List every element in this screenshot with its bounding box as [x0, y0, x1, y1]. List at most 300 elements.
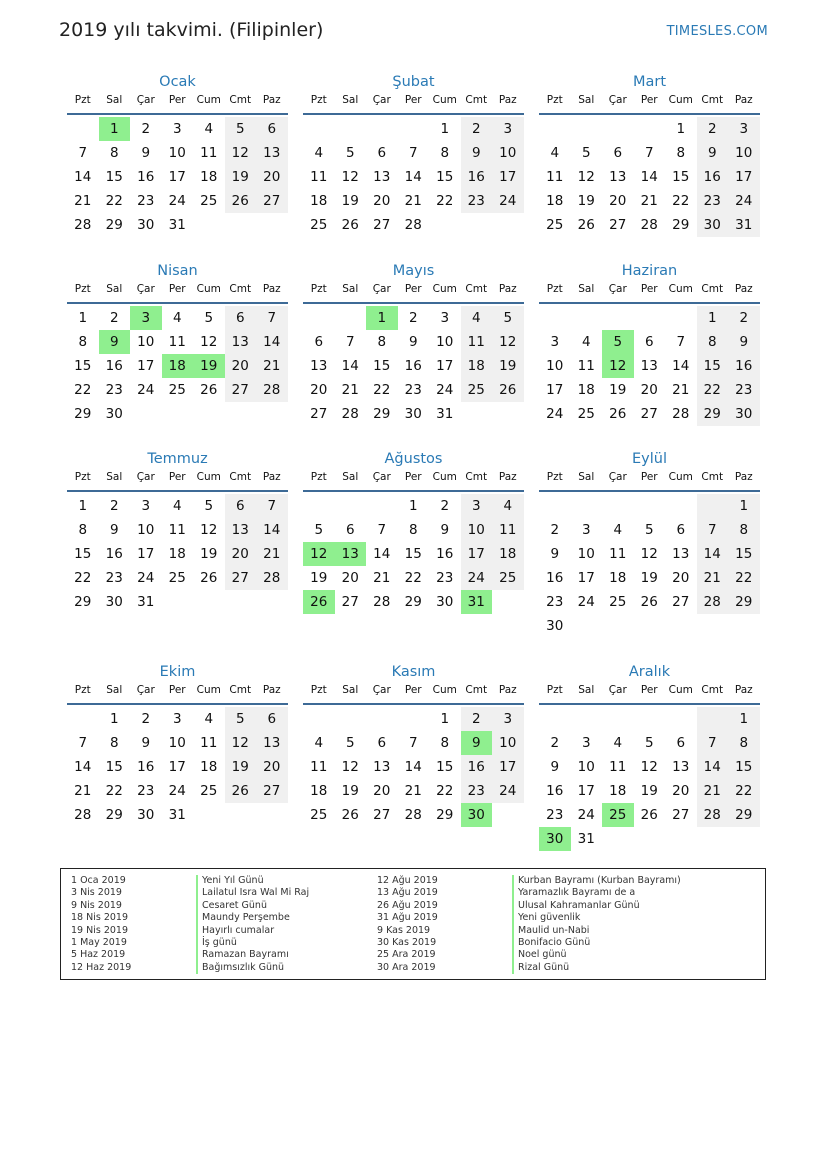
- day-cell: 18: [609, 570, 627, 586]
- day-cell: 7: [697, 731, 729, 755]
- day-cell: 11: [200, 145, 218, 161]
- empty-cell: [193, 213, 225, 237]
- day-cell: 26: [200, 382, 218, 398]
- weekday-header: [303, 282, 524, 304]
- day-cell: 15: [672, 169, 690, 185]
- day-cell: 5: [345, 145, 355, 161]
- day-cell: 12: [225, 141, 257, 165]
- day-cell: 29: [105, 807, 123, 823]
- legend-holiday-name: Ramazan Bayramı: [196, 949, 309, 961]
- day-cell: 26: [492, 378, 524, 402]
- month-name: Aralık: [628, 664, 671, 680]
- empty-cell: [602, 117, 634, 141]
- day-cell: 6: [644, 334, 654, 350]
- day-cell: 23: [105, 382, 123, 398]
- day-cell: 3: [728, 117, 760, 141]
- day-cell: 10: [546, 358, 564, 374]
- day-cell: 12: [602, 354, 634, 378]
- day-cell: 17: [137, 358, 155, 374]
- site-link[interactable]: TIMESLES.COM: [666, 24, 768, 39]
- day-cell: 8: [109, 735, 119, 751]
- day-cell: 4: [204, 711, 214, 727]
- legend-date: 3 Nis 2019: [71, 887, 122, 899]
- day-cell: 27: [640, 406, 658, 422]
- day-cell: 8: [377, 334, 387, 350]
- day-cell: 28: [697, 803, 729, 827]
- empty-cell: [665, 306, 697, 330]
- empty-cell: [665, 614, 697, 638]
- legend-date: 12 Ağu 2019: [377, 875, 438, 886]
- weekday-label: Sal: [578, 283, 595, 295]
- day-cell: 4: [172, 498, 182, 514]
- day-cell: 12: [640, 546, 658, 562]
- day-cell: 21: [74, 783, 92, 799]
- day-cell: 1: [728, 707, 760, 731]
- day-cell: 13: [335, 542, 367, 566]
- day-cell: 3: [492, 117, 524, 141]
- empty-cell: [539, 306, 571, 330]
- day-grid: [539, 707, 760, 851]
- day-cell: 25: [492, 566, 524, 590]
- day-cell: 22: [105, 783, 123, 799]
- day-cell: 28: [640, 217, 658, 233]
- day-cell: 19: [640, 783, 658, 799]
- day-cell: 7: [408, 735, 418, 751]
- day-cell: 3: [172, 711, 182, 727]
- day-cell: 15: [373, 358, 391, 374]
- legend-date: 12 Haz 2019: [71, 961, 132, 973]
- day-cell: 23: [137, 193, 155, 209]
- weekday-label: Cmt: [465, 94, 488, 106]
- day-cell: 15: [436, 759, 454, 775]
- month-3: [539, 71, 760, 237]
- day-cell: 3: [141, 498, 151, 514]
- weekday-label: Cmt: [701, 684, 724, 696]
- day-cell: 9: [461, 731, 493, 755]
- day-cell: 2: [440, 498, 450, 514]
- empty-cell: [162, 590, 194, 614]
- day-cell: 28: [404, 807, 422, 823]
- day-cell: 30: [728, 402, 760, 426]
- day-grid: [67, 306, 288, 426]
- legend-names-left: [196, 875, 309, 974]
- empty-cell: [429, 213, 461, 237]
- legend-holiday-name: Ulusal Kahramanlar Günü: [512, 900, 681, 912]
- day-cell: 19: [225, 165, 257, 189]
- day-cell: 9: [550, 546, 560, 562]
- day-cell: 3: [581, 522, 591, 538]
- day-cell: 8: [78, 334, 88, 350]
- day-cell: 20: [256, 165, 288, 189]
- day-cell: 14: [697, 542, 729, 566]
- empty-cell: [634, 494, 666, 518]
- day-cell: 18: [200, 759, 218, 775]
- day-cell: 28: [74, 807, 92, 823]
- day-cell: 2: [109, 310, 119, 326]
- day-cell: 10: [577, 546, 595, 562]
- day-cell: 12: [303, 542, 335, 566]
- empty-cell: [130, 402, 162, 426]
- day-cell: 12: [200, 522, 218, 538]
- day-cell: 26: [225, 779, 257, 803]
- day-cell: 14: [74, 759, 92, 775]
- day-cell: 23: [436, 570, 454, 586]
- empty-cell: [366, 707, 398, 731]
- legend-names-right: [512, 875, 681, 974]
- weekday-label: Sal: [342, 94, 359, 106]
- day-cell: 24: [577, 594, 595, 610]
- day-grid: [67, 494, 288, 614]
- day-cell: 16: [728, 354, 760, 378]
- month-name: Ekim: [159, 664, 196, 680]
- legend-date: 30 Kas 2019: [377, 936, 437, 948]
- day-cell: 17: [436, 358, 454, 374]
- empty-cell: [67, 117, 99, 141]
- legend-holiday-name: Bonifacio Günü: [512, 937, 681, 949]
- weekday-label: Çar: [608, 684, 627, 696]
- weekday-label: Cmt: [229, 684, 252, 696]
- day-cell: 31: [728, 213, 760, 237]
- day-cell: 31: [436, 406, 454, 422]
- day-cell: 14: [256, 330, 288, 354]
- day-cell: 21: [256, 542, 288, 566]
- day-cell: 19: [225, 755, 257, 779]
- day-cell: 9: [440, 522, 450, 538]
- day-cell: 18: [577, 382, 595, 398]
- weekday-label: Cmt: [229, 283, 252, 295]
- legend-holiday-name: Kurban Bayramı (Kurban Bayramı): [512, 875, 681, 887]
- day-cell: 3: [581, 735, 591, 751]
- day-cell: 11: [310, 759, 328, 775]
- day-cell: 1: [366, 306, 398, 330]
- weekday-label: Cum: [668, 94, 693, 106]
- legend-date: 5 Haz 2019: [71, 949, 126, 961]
- day-cell: 16: [697, 165, 729, 189]
- day-cell: 4: [172, 310, 182, 326]
- empty-cell: [602, 827, 634, 851]
- day-cell: 26: [200, 570, 218, 586]
- month-4: [67, 260, 288, 426]
- weekday-label: Per: [168, 283, 186, 295]
- day-grid: [303, 117, 524, 237]
- day-cell: 29: [74, 406, 92, 422]
- weekday-label: Pzt: [74, 283, 91, 295]
- day-cell: 7: [644, 145, 654, 161]
- day-cell: 1: [697, 306, 729, 330]
- weekday-label: Cum: [432, 94, 457, 106]
- day-cell: 10: [137, 522, 155, 538]
- day-cell: 5: [204, 498, 214, 514]
- day-cell: 8: [408, 522, 418, 538]
- day-cell: 21: [341, 382, 359, 398]
- empty-cell: [571, 707, 603, 731]
- weekday-label: Per: [168, 94, 186, 106]
- empty-cell: [335, 494, 367, 518]
- day-cell: 31: [461, 590, 493, 614]
- weekday-label: Cum: [196, 684, 221, 696]
- day-cell: 17: [137, 546, 155, 562]
- day-cell: 4: [461, 306, 493, 330]
- day-cell: 7: [256, 306, 288, 330]
- empty-cell: [256, 590, 288, 614]
- empty-cell: [461, 213, 493, 237]
- day-cell: 30: [105, 594, 123, 610]
- month-name: Ocak: [159, 74, 196, 90]
- weekday-label: Çar: [372, 94, 391, 106]
- empty-cell: [634, 827, 666, 851]
- weekday-label: Cum: [196, 283, 221, 295]
- day-cell: 4: [492, 494, 524, 518]
- day-cell: 18: [310, 783, 328, 799]
- day-cell: 5: [602, 330, 634, 354]
- day-cell: 2: [408, 310, 418, 326]
- weekday-label: Per: [168, 684, 186, 696]
- day-cell: 26: [577, 217, 595, 233]
- empty-cell: [571, 614, 603, 638]
- day-cell: 23: [404, 382, 422, 398]
- empty-cell: [697, 614, 729, 638]
- day-cell: 16: [137, 169, 155, 185]
- month-9: [539, 448, 760, 638]
- day-cell: 13: [310, 358, 328, 374]
- legend-date: 1 Oca 2019: [71, 875, 126, 886]
- day-cell: 5: [204, 310, 214, 326]
- day-cell: 23: [461, 189, 493, 213]
- day-cell: 1: [99, 117, 131, 141]
- empty-cell: [303, 707, 335, 731]
- weekday-label: Paz: [262, 471, 281, 483]
- weekday-label: Çar: [136, 94, 155, 106]
- weekday-header: [303, 470, 524, 492]
- day-cell: 28: [341, 406, 359, 422]
- empty-cell: [303, 306, 335, 330]
- day-cell: 10: [728, 141, 760, 165]
- day-cell: 7: [256, 494, 288, 518]
- weekday-label: Cum: [668, 283, 693, 295]
- day-cell: 17: [728, 165, 760, 189]
- day-cell: 2: [141, 711, 151, 727]
- day-cell: 28: [697, 590, 729, 614]
- day-cell: 2: [461, 707, 493, 731]
- day-cell: 30: [137, 807, 155, 823]
- day-cell: 27: [609, 217, 627, 233]
- weekday-label: Sal: [342, 684, 359, 696]
- day-cell: 7: [697, 518, 729, 542]
- day-cell: 24: [492, 189, 524, 213]
- day-cell: 22: [436, 193, 454, 209]
- day-cell: 13: [225, 518, 257, 542]
- day-cell: 6: [345, 522, 355, 538]
- empty-cell: [697, 707, 729, 731]
- day-cell: 8: [728, 731, 760, 755]
- empty-cell: [193, 803, 225, 827]
- legend-holiday-name: Bağımsızlık Günü: [196, 962, 309, 974]
- legend-date: 31 Ağu 2019: [377, 912, 438, 924]
- weekday-label: Sal: [342, 283, 359, 295]
- weekday-label: Pzt: [310, 283, 327, 295]
- day-cell: 16: [546, 570, 564, 586]
- day-cell: 5: [225, 707, 257, 731]
- day-cell: 15: [436, 169, 454, 185]
- weekday-label: Pzt: [74, 471, 91, 483]
- day-cell: 9: [550, 759, 560, 775]
- weekday-label: Paz: [734, 94, 753, 106]
- weekday-label: Pzt: [546, 94, 563, 106]
- weekday-label: Per: [168, 471, 186, 483]
- day-cell: 9: [141, 735, 151, 751]
- day-cell: 23: [137, 783, 155, 799]
- day-cell: 25: [168, 382, 186, 398]
- day-cell: 9: [461, 141, 493, 165]
- day-cell: 12: [640, 759, 658, 775]
- day-cell: 29: [436, 807, 454, 823]
- day-cell: 6: [613, 145, 623, 161]
- day-cell: 25: [200, 783, 218, 799]
- legend-holiday-name: Hayırlı cumalar: [196, 925, 309, 937]
- weekday-label: Pzt: [546, 684, 563, 696]
- empty-cell: [256, 213, 288, 237]
- month-name: Nisan: [157, 263, 198, 279]
- day-cell: 1: [440, 711, 450, 727]
- day-cell: 3: [130, 306, 162, 330]
- weekday-label: Sal: [578, 684, 595, 696]
- month-5: [303, 260, 524, 426]
- day-cell: 20: [640, 382, 658, 398]
- day-cell: 16: [105, 546, 123, 562]
- weekday-label: Sal: [342, 471, 359, 483]
- empty-cell: [634, 707, 666, 731]
- day-cell: 11: [200, 735, 218, 751]
- empty-cell: [539, 494, 571, 518]
- empty-cell: [193, 402, 225, 426]
- weekday-label: Paz: [262, 94, 281, 106]
- weekday-label: Cmt: [465, 684, 488, 696]
- day-cell: 9: [408, 334, 418, 350]
- day-cell: 4: [314, 145, 324, 161]
- day-cell: 25: [168, 570, 186, 586]
- day-grid: [67, 117, 288, 237]
- legend-holiday-name: Yeni Yıl Günü: [196, 875, 309, 887]
- day-cell: 30: [436, 594, 454, 610]
- day-cell: 20: [609, 193, 627, 209]
- day-cell: 18: [546, 193, 564, 209]
- day-cell: 4: [550, 145, 560, 161]
- day-cell: 13: [609, 169, 627, 185]
- day-cell: 1: [408, 498, 418, 514]
- weekday-header: [539, 282, 760, 304]
- day-cell: 5: [345, 735, 355, 751]
- day-cell: 3: [172, 121, 182, 137]
- legend-date: 9 Kas 2019: [377, 924, 431, 936]
- day-cell: 24: [168, 193, 186, 209]
- weekday-label: Per: [640, 684, 658, 696]
- weekday-label: Sal: [578, 471, 595, 483]
- day-cell: 6: [314, 334, 324, 350]
- empty-cell: [492, 803, 524, 827]
- day-cell: 13: [672, 759, 690, 775]
- weekday-label: Pzt: [546, 471, 563, 483]
- day-cell: 10: [137, 334, 155, 350]
- day-cell: 20: [672, 570, 690, 586]
- day-cell: 30: [546, 618, 564, 634]
- day-cell: 10: [168, 735, 186, 751]
- weekday-label: Sal: [106, 94, 123, 106]
- day-cell: 5: [225, 117, 257, 141]
- day-cell: 27: [341, 594, 359, 610]
- day-cell: 29: [672, 217, 690, 233]
- page-title: 2019 yılı takvimi. (Filipinler): [59, 19, 324, 41]
- day-grid: [67, 707, 288, 827]
- weekday-header: [67, 93, 288, 115]
- day-cell: 24: [728, 189, 760, 213]
- weekday-label: Çar: [372, 471, 391, 483]
- empty-cell: [571, 494, 603, 518]
- day-cell: 6: [256, 117, 288, 141]
- day-cell: 15: [728, 542, 760, 566]
- day-cell: 17: [492, 755, 524, 779]
- day-cell: 22: [74, 382, 92, 398]
- day-cell: 5: [644, 522, 654, 538]
- day-cell: 8: [440, 145, 450, 161]
- empty-cell: [303, 494, 335, 518]
- legend-date: 1 May 2019: [71, 936, 127, 948]
- day-cell: 14: [404, 169, 422, 185]
- day-cell: 17: [168, 759, 186, 775]
- day-cell: 8: [109, 145, 119, 161]
- day-cell: 8: [728, 518, 760, 542]
- day-cell: 1: [440, 121, 450, 137]
- empty-cell: [335, 117, 367, 141]
- weekday-label: Paz: [498, 94, 517, 106]
- day-cell: 1: [109, 711, 119, 727]
- empty-cell: [225, 213, 257, 237]
- day-cell: 2: [461, 117, 493, 141]
- day-cell: 22: [728, 779, 760, 803]
- day-cell: 24: [461, 566, 493, 590]
- empty-cell: [461, 402, 493, 426]
- day-cell: 27: [256, 189, 288, 213]
- day-cell: 10: [492, 731, 524, 755]
- empty-cell: [697, 827, 729, 851]
- day-cell: 7: [377, 522, 387, 538]
- day-cell: 10: [436, 334, 454, 350]
- day-cell: 24: [137, 570, 155, 586]
- day-cell: 9: [109, 522, 119, 538]
- day-cell: 12: [225, 731, 257, 755]
- day-cell: 9: [141, 145, 151, 161]
- day-cell: 21: [404, 193, 422, 209]
- weekday-label: Çar: [136, 471, 155, 483]
- month-name: Mart: [632, 74, 667, 90]
- day-cell: 13: [672, 546, 690, 562]
- day-cell: 28: [256, 566, 288, 590]
- day-cell: 17: [546, 382, 564, 398]
- legend-holiday-name: Yeni güvenlik: [512, 912, 681, 924]
- day-cell: 7: [676, 334, 686, 350]
- day-cell: 6: [377, 735, 387, 751]
- day-cell: 11: [461, 330, 493, 354]
- day-cell: 17: [577, 570, 595, 586]
- day-cell: 29: [728, 803, 760, 827]
- day-cell: 8: [440, 735, 450, 751]
- day-cell: 30: [137, 217, 155, 233]
- day-cell: 19: [640, 570, 658, 586]
- weekday-label: Çar: [372, 283, 391, 295]
- empty-cell: [634, 614, 666, 638]
- day-cell: 9: [728, 330, 760, 354]
- day-cell: 14: [640, 169, 658, 185]
- day-cell: 1: [78, 310, 88, 326]
